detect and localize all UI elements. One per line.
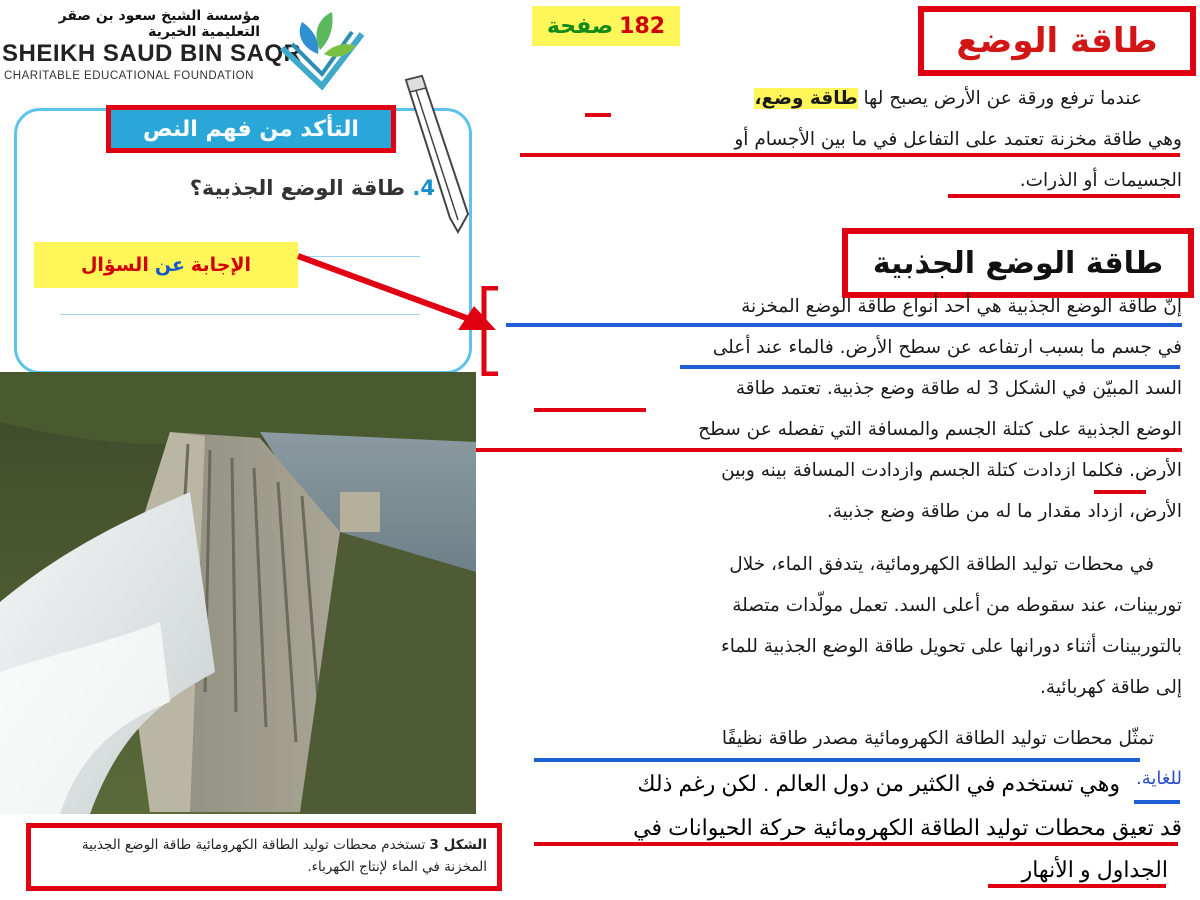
red-underline <box>988 884 1166 888</box>
blue-underline <box>680 365 1180 369</box>
red-underline <box>585 113 611 117</box>
foundation-logo <box>0 0 370 92</box>
paragraph-line: توربينات، عند سقوطه من أعلى السد. تعمل مولّدات متصلة <box>732 595 1182 616</box>
question-number: 4. <box>412 176 435 200</box>
red-underline <box>534 408 646 412</box>
book-leaf-logo-icon <box>272 4 368 92</box>
question-4 <box>120 176 435 200</box>
paragraph-line: بالتوربينات أثناء دورانها على تحويل طاقة الوضع الجذبية للماء <box>721 636 1182 657</box>
red-underline <box>534 842 1178 846</box>
figure-caption <box>26 823 502 891</box>
red-bracket-icon <box>478 286 500 376</box>
paragraph-line: تمثّل محطات توليد الطاقة الكهرومائية مصدر طاقة نظيفًا <box>721 728 1154 749</box>
hydroelectric-dam-image <box>0 372 476 814</box>
intro-line-1-text: عندما ترفع ورقة عن الأرض يصبح لها <box>863 88 1142 109</box>
typed-answer-line-2: قد تعيق محطات توليد الطاقة الكهرومائية حركة الحيوانات في <box>633 815 1182 840</box>
dam-photo <box>0 372 476 814</box>
section-title-gravitational-potential-energy: طاقة الوضع الجذبية <box>842 228 1194 298</box>
figure-label: الشكل 3 <box>429 837 487 853</box>
red-underline <box>948 194 1180 198</box>
paragraph-line: إنّ طاقة الوضع الجذبية هي أحد أنواع طاقة الوضع المخزنة <box>741 296 1182 317</box>
hydro-paragraph <box>500 544 1182 708</box>
intro-paragraph <box>500 78 1182 201</box>
page-label: صفحة <box>546 13 614 39</box>
typed-answer-line-3: الجداول و الأنهار <box>1021 857 1168 882</box>
pencil-icon <box>398 74 476 234</box>
paragraph-line: الأرض. فكلما ازدادت كتلة الجسم وازدادت المسافة بينه وبين <box>721 460 1182 481</box>
logo-english-name: SHEIKH SAUD BIN SAQR <box>2 40 302 67</box>
logo-arabic-text: مؤسسة الشيخ سعود بن صقر التعليمية الخيرية <box>58 8 260 40</box>
paragraph-line: في محطات توليد الطاقة الكهرومائية، يتدفق الماء، خلال <box>729 554 1154 575</box>
paragraph-line: الأرض، ازداد مقدار ما له من طاقة وضع جذبية. <box>826 501 1182 522</box>
answer-word-1: الإجابة <box>190 254 252 276</box>
page-number: 182 <box>619 13 666 39</box>
red-arrow-icon <box>296 250 500 340</box>
intro-line-2: وهي طاقة مخزنة تعتمد على التفاعل في ما بين الأجسام أو <box>734 129 1182 150</box>
red-underline <box>520 153 1180 157</box>
question-text: طاقة الوضع الجذبية؟ <box>189 176 406 200</box>
paragraph-line-start: للغاية. <box>1136 768 1182 789</box>
red-underline <box>476 448 1182 452</box>
clean-energy-paragraph <box>500 718 1182 759</box>
panel-title: التأكد من فهم النص <box>106 105 396 153</box>
paragraph-line: إلى طاقة كهربائية. <box>1040 677 1182 698</box>
answer-label <box>34 242 298 288</box>
intro-line-3: الجسيمات أو الذرات. <box>1019 170 1182 191</box>
answer-word-2: عن <box>154 254 185 276</box>
paragraph-line: الوضع الجذبية على كتلة الجسم والمسافة التي تفصله عن سطح <box>698 419 1182 440</box>
typed-answer-line-1: وهي تستخدم في الكثير من دول العالم . لكن رغم ذلك <box>637 771 1120 796</box>
blue-underline <box>506 323 1182 327</box>
page-number-badge <box>532 6 680 46</box>
answer-word-3: السؤال <box>80 254 149 276</box>
blue-underline <box>1134 800 1180 804</box>
paragraph-line: في جسم ما بسبب ارتفاعه عن سطح الأرض. فالماء عند أعلى <box>712 337 1182 358</box>
highlighted-term: طاقة وضع، <box>754 88 858 109</box>
logo-english-subtitle: CHARITABLE EDUCATIONAL FOUNDATION <box>4 70 254 82</box>
section-title-potential-energy: طاقة الوضع <box>918 6 1196 76</box>
paragraph-line: السد المبيّن في الشكل 3 له طاقة وضع جذبية. تعتمد طاقة <box>735 378 1182 399</box>
blue-underline <box>534 758 1140 762</box>
red-underline <box>1094 490 1146 494</box>
figure-caption-text: تستخدم محطات توليد الطاقة الكهرومائية طاقة الوضع الجذبية المخزنة في الماء لإنتاج الكهرباء. <box>81 837 487 875</box>
